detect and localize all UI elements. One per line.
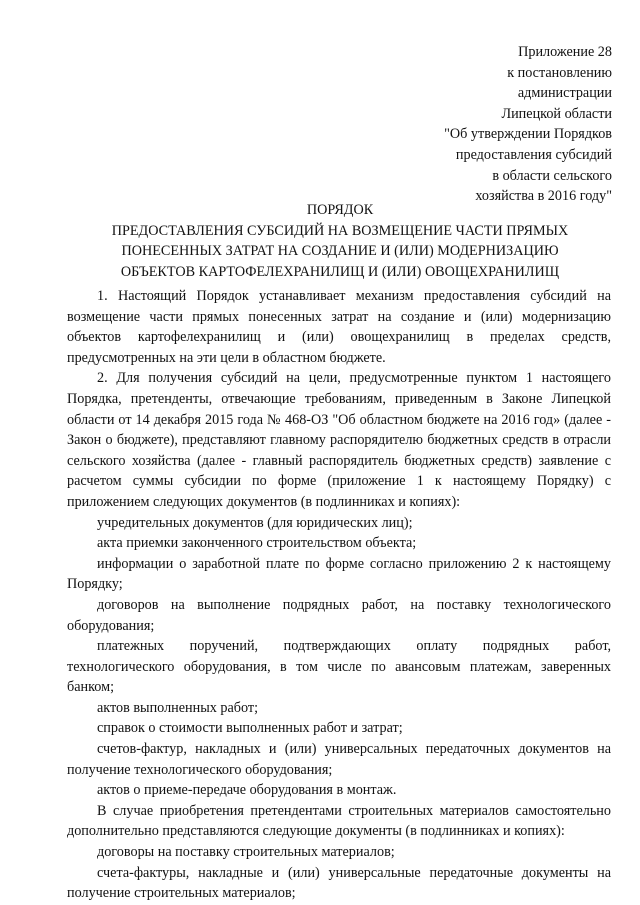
document-body — [67, 286, 611, 904]
list-item: счетов-фактур, накладных и (или) универсальных передаточных документов на получение технологического оборудования; — [67, 741, 611, 778]
document-title — [70, 200, 610, 282]
annex-line: "Об утверждении Порядков — [444, 126, 612, 143]
list-item: актов выполненных работ; — [97, 699, 259, 716]
list-item: актов о приеме-передаче оборудования в монтаж. — [97, 782, 397, 799]
title-heading: ПОРЯДОК — [306, 202, 374, 218]
list-item: справок о стоимости выполненных работ и затрат; — [97, 720, 403, 737]
annex-line: в области сельского — [492, 167, 612, 184]
list-item: договоры на поставку строительных материалов; — [97, 844, 395, 861]
list-item: акта приемки законченного строительством объекта; — [97, 535, 417, 552]
list-item: счета-фактуры, накладные и (или) универсальные передаточные документы на получение строительных материалов; — [67, 864, 611, 902]
annex-line: предоставления субсидий — [455, 146, 612, 163]
list-item: учредительных документов (для юридических лиц); — [97, 514, 413, 531]
list-item: платежных поручений, подтверждающих оплату подрядных работ, технологического оборудования, в том числе по авансовым платежам, заверенных банком; — [67, 638, 611, 696]
paragraph-2: 2. Для получения субсидий на цели, предусмотренные пунктом 1 настоящего Порядка, претенденты, отвечающие требованиям, приведенным в Законе Липецкой области от 14 декабря 2015 года № 468-ОЗ "Об областном бюджете на 2016 год» (далее - Закон о бюджете), представляют главному распорядителю бюджетных средств в отрасли сельского хозяйства (далее - главный распорядитель бюджетных средств) заявление с расчетом суммы субсидии по форме (приложение 1 к настоящему Порядку) с приложением следующих документов (в подлинниках и копиях): — [67, 370, 611, 510]
annex-line: хозяйства в 2016 году" — [475, 188, 612, 205]
title-line: ОБЪЕКТОВ КАРТОФЕЛЕХРАНИЛИЩ И (ИЛИ) ОВОЩЕХРАНИЛИЩ — [120, 263, 560, 280]
paragraph-1: 1. Настоящий Порядок устанавливает механизм предоставления субсидий на возмещение части прямых понесенных затрат на создание и (или) модернизацию объектов картофелехранилищ и (или) овощехранилищ в пределах средств, предусмотренных на эти цели в областном бюджете. — [67, 288, 611, 366]
annex-header — [372, 42, 612, 207]
paragraph-materials: В случае приобретения претендентами строительных материалов самостоятельно дополнительно представляются следующие документы (в подлинниках и копиях): — [67, 802, 611, 840]
annex-line: администрации — [517, 85, 612, 102]
list-item: договоров на выполнение подрядных работ, на поставку технологического оборудования; — [67, 596, 611, 634]
title-line: ПОНЕСЕННЫХ ЗАТРАТ НА СОЗДАНИЕ И (ИЛИ) МОДЕРНИЗАЦИЮ — [121, 243, 559, 260]
annex-line: Липецкой области — [501, 105, 612, 122]
list-item: информации о заработной плате по форме согласно приложению 2 к настоящему Порядку; — [67, 555, 611, 593]
annex-line: к постановлению — [507, 64, 612, 81]
annex-line: Приложение 28 — [518, 44, 612, 60]
title-line: ПРЕДОСТАВЛЕНИЯ СУБСИДИЙ НА ВОЗМЕЩЕНИЕ ЧАСТИ ПРЯМЫХ — [111, 222, 569, 239]
